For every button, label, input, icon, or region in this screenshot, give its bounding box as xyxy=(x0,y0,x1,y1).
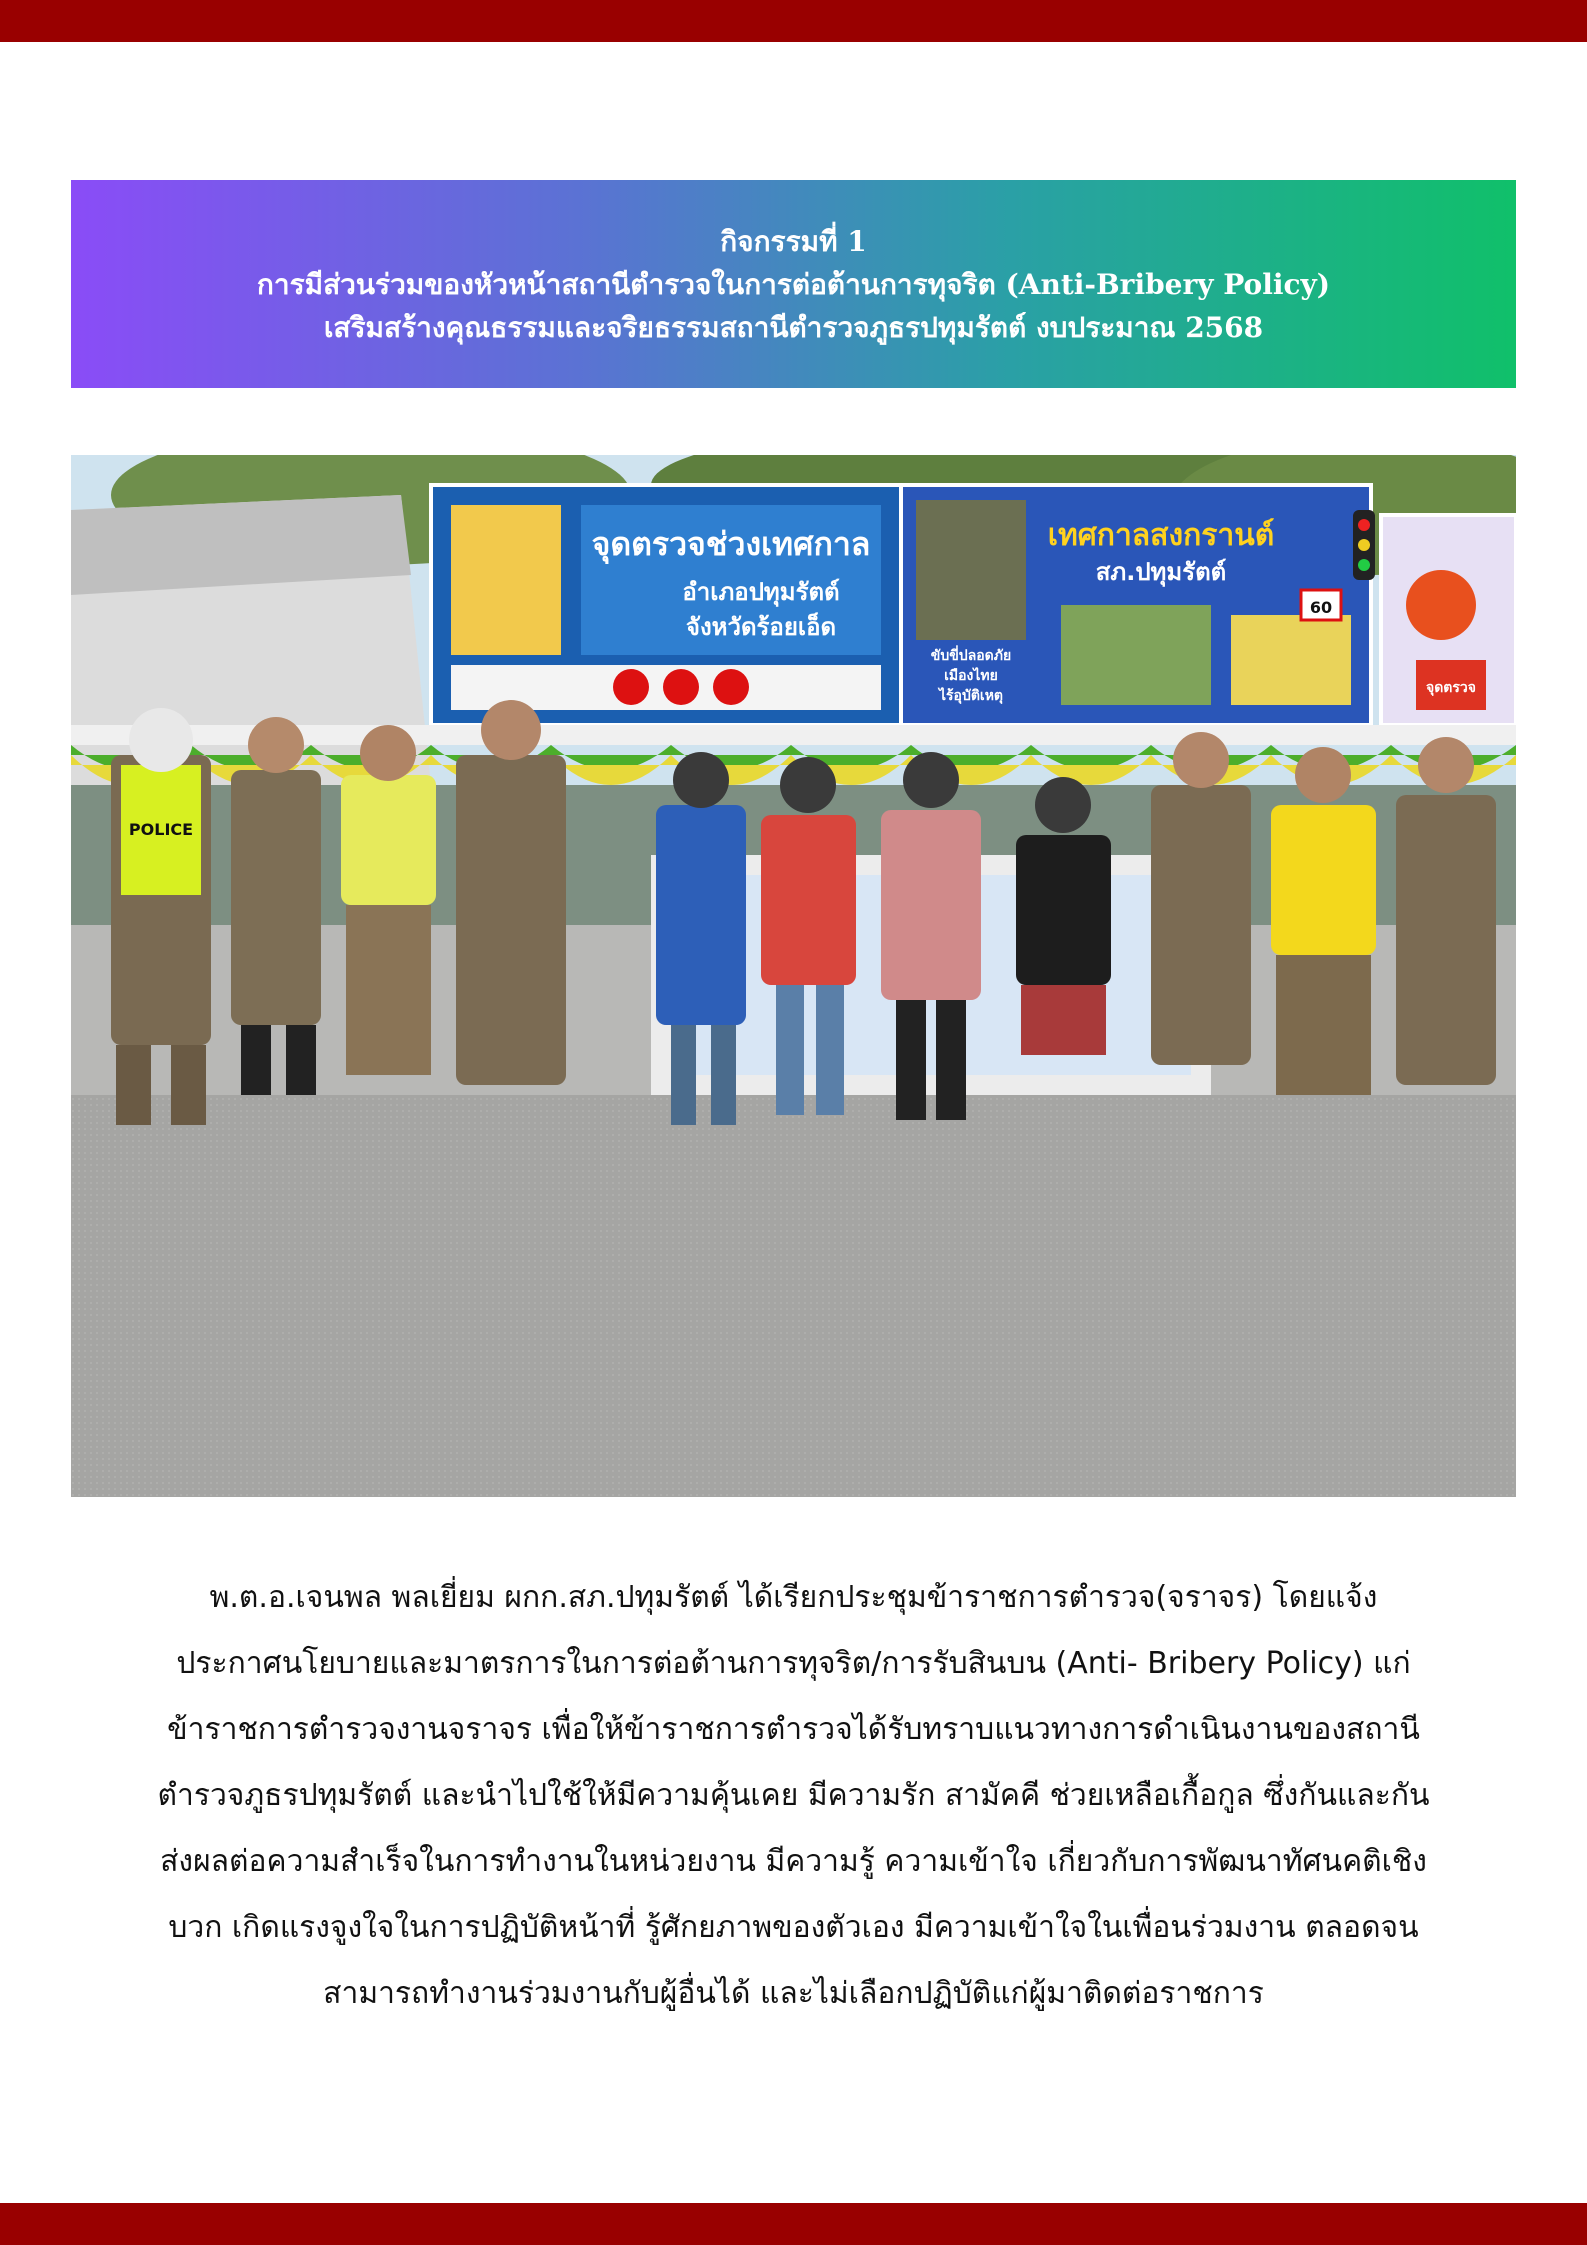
description-line: สามารถทำงานร่วมงานกับผู้อื่นได้ และไม่เลือกปฏิบัติแก่ผู้มาติดต่อราชการ xyxy=(323,1976,1264,2011)
description-line: ข้าราชการตำรวจงานจราจร เพื่อให้ข้าราชการตำรวจได้รับทราบแนวทางการดำเนินงานของสถานี xyxy=(167,1712,1420,1747)
activity-number: กิจกรรมที่ 1 xyxy=(720,224,867,258)
description-line: ตำรวจภูธรปทุมรัตต์ และนำไปใช้ให้มีความคุ้นเคย มีความรัก สามัคคี ช่วยเหลือเกื้อกูล ซึ่งกันและกัน xyxy=(157,1778,1430,1813)
description-line: ประกาศนโยบายและมาตรการในการต่อต้านการทุจริต/การรับสินบน (Anti- Bribery Policy) แก่ xyxy=(176,1646,1411,1681)
description-line: บวก เกิดแรงจูงใจในการปฏิบัติหน้าที่ รู้ศักยภาพของตัวเอง มีความเข้าใจในเพื่อนร่วมงาน ตลอดจน xyxy=(168,1910,1419,1945)
activity-title: การมีส่วนร่วมของหัวหน้าสถานีตำรวจในการต่อต้านการทุจริต (Anti-Bribery Policy) xyxy=(256,267,1331,301)
sign-left-province: จังหวัดร้อยเอ็ด xyxy=(685,613,837,641)
sign-left-district: อำเภอปทุมรัตต์ xyxy=(682,578,840,606)
sign-left-title: จุดตรวจช่วงเทศกาล xyxy=(591,525,871,563)
activity-photo xyxy=(71,455,1516,1497)
sign-mid-slogan-2: เมืองไทย xyxy=(944,668,998,684)
activity-description xyxy=(71,1565,1516,2027)
sign-mid-slogan-3: ไร้อุบัติเหตุ xyxy=(938,688,1004,704)
sign-mid-station: สภ.ปทุมรัตต์ xyxy=(1095,558,1227,586)
top-border-bar xyxy=(0,0,1587,42)
sign-mid-title: เทศกาลสงกรานต์ xyxy=(1047,518,1275,553)
sign-mid-slogan-1: ขับขี่ปลอดภัย xyxy=(930,648,1012,664)
bottom-border-bar xyxy=(0,2203,1587,2245)
activity-header-banner xyxy=(71,180,1516,388)
speed-sign: 60 xyxy=(1309,598,1333,617)
activity-subtitle: เสริมสร้างคุณธรรมและจริยธรรมสถานีตำรวจภูธรปทุมรัตต์ งบประมาณ 2568 xyxy=(323,310,1264,344)
sign-right-checkpoint: จุดตรวจ xyxy=(1426,680,1476,696)
police-vest-text: POLICE xyxy=(128,820,194,839)
description-line: พ.ต.อ.เจนพล พลเยี่ยม ผกก.สภ.ปทุมรัตต์ ได้เรียกประชุมข้าราชการตำรวจ(จราจร) โดยแจ้ง xyxy=(209,1580,1378,1615)
description-line: ส่งผลต่อความสำเร็จในการทำงานในหน่วยงาน มีความรู้ ความเข้าใจ เกี่ยวกับการพัฒนาทัศนคติเชิง xyxy=(160,1844,1427,1879)
